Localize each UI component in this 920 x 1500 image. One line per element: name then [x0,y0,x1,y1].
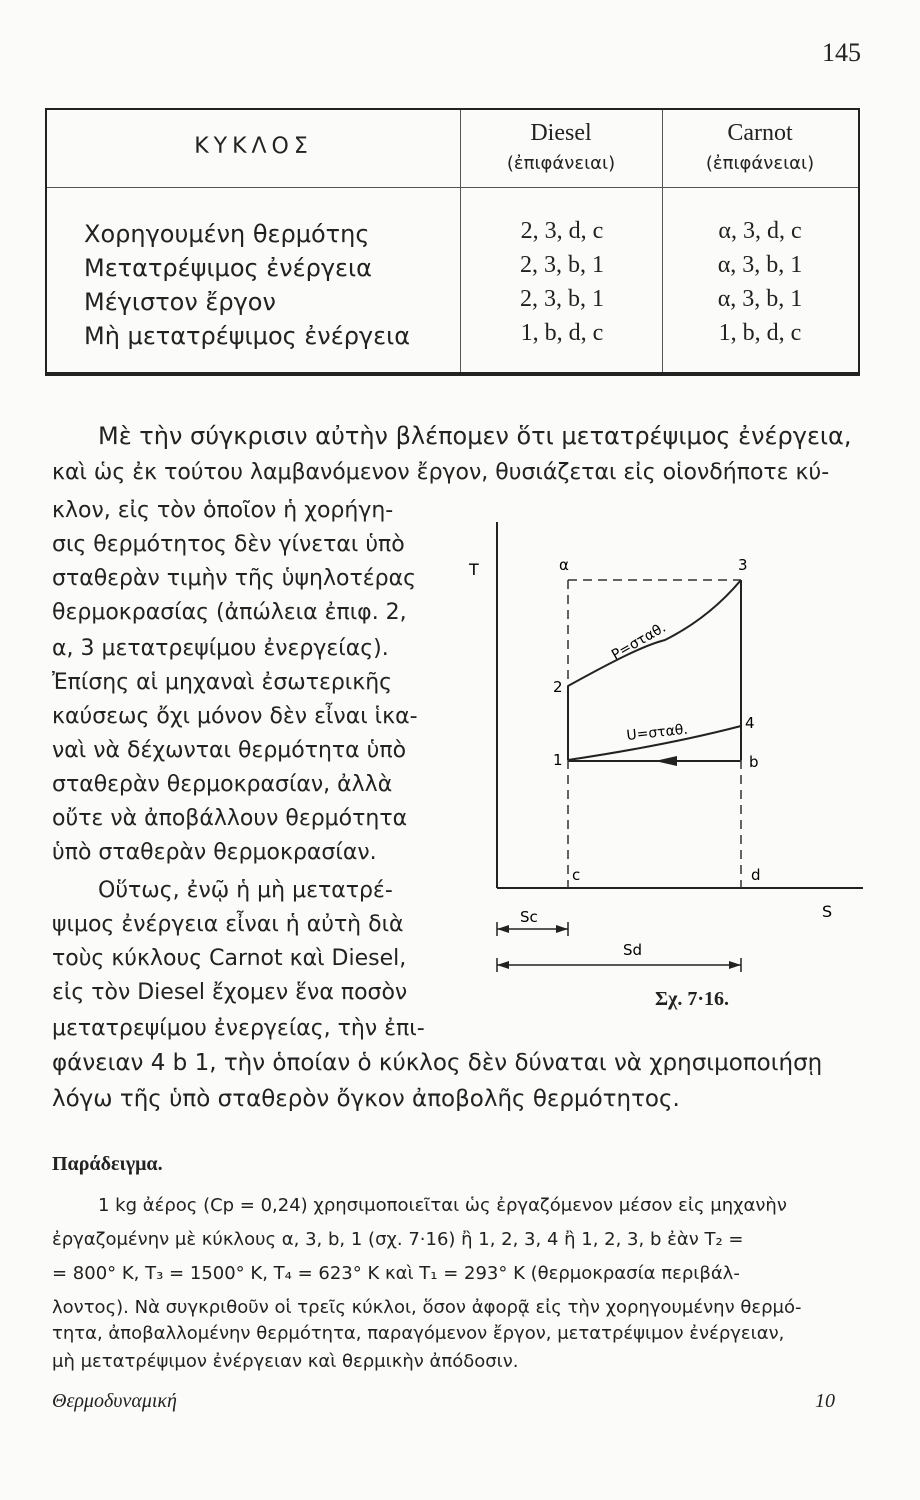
arrow-right-icon [556,925,568,933]
footer-book-title: Θερμοδυναμική [52,1390,177,1412]
header-carnot-name: Carnot [727,120,793,146]
header-carnot [662,120,858,174]
cell-carnot: α, 3, b, 1 [717,286,803,312]
example-line: λοντος). Νὰ συγκριθοῦν οἱ τρεῖς κύκλοι, ὅσον ἀφορᾷ εἰς τὴν χορηγουμένην θερμό- [52,1297,802,1318]
ts-diagram [455,510,865,1030]
label-b: b [749,753,759,771]
body-line: ναὶ νὰ δέχωνται θερμότητα ὑπὸ [52,738,407,763]
body-line: κλον, εἰς τὸν ὁποῖον ἡ χορήγη- [52,498,394,523]
body-line: λόγω τῆς ὑπὸ σταθερὸν ὄγκον ἀποβολῆς θερμότητος. [52,1086,680,1112]
row-label: Μέγιστον ἔργον [84,288,276,316]
header-diesel [460,120,662,174]
example-line: = 800° K, T₃ = 1500° K, T₄ = 623° K καὶ T₁ = 293° K (θερμοκρασία περιβάλ- [52,1263,740,1284]
page-number: 145 [822,38,861,67]
body-line: οὔτε νὰ ἀποβάλλουν θερμότητα [52,806,408,831]
label-constant-pressure: P=σταθ. [609,619,669,664]
body-line: Οὕτως, ἐνῷ ἡ μὴ μετατρέ- [98,878,393,903]
cell-diesel: 1, b, d, c [520,320,604,346]
body-line: θερμοκρασίας (ἀπώλεια ἐπιφ. 2, [52,600,407,625]
example-title: Παράδειγμα. [52,1153,163,1175]
example-line: μὴ μετατρέψιμον ἐνέργειαν καὶ θερμικὴν ἀπόδοσιν. [52,1351,519,1372]
s-axis-label: S [822,902,833,921]
body-line: τοὺς κύκλους Carnot καὶ Diesel, [52,946,407,971]
figure-caption: Σχ. 7·16. [655,988,729,1010]
cell-diesel: 2, 3, b, 1 [520,286,604,312]
row-label: Χορηγουμένη θερμότης [84,220,370,248]
label-point-4: 4 [745,714,755,732]
example-line: ἐργαζομένην μὲ κύκλους α, 3, b, 1 (σχ. 7·16) ἢ 1, 2, 3, 4 ἢ 1, 2, 3, b ἐὰν T₂ = [52,1229,744,1250]
cell-carnot: α, 3, d, c [718,218,802,244]
body-line: φάνειαν 4 b 1, τὴν ὁποίαν ὁ κύκλος δὲν δύναται νὰ χρησιμοποιήσῃ [52,1050,823,1076]
cell-diesel: 2, 3, d, c [520,218,604,244]
label-sc: Sc [520,908,538,926]
label-point-2: 2 [553,678,563,696]
body-line: σταθερὰν θερμοκρασίαν, ἀλλὰ [52,772,393,797]
body-line: καὶ ὡς ἐκ τούτου λαμβανόμενον ἔργον, θυσιάζεται εἰς οἱονδήποτε κύ- [52,460,830,485]
header-diesel-sub: (ἐπιφάνειαι) [506,153,616,174]
body-line: Μὲ τὴν σύγκρισιν αὐτὴν βλέπομεν ὅτι μετατρέψιμος ἐνέργεια, [98,422,852,450]
body-line: ψιμος ἐνέργεια εἶναι ἡ αὐτὴ διὰ [52,912,404,937]
body-line: σταθερὰν τιμὴν τῆς ὑψηλοτέρας [52,566,416,591]
body-line: α, 3 μετατρεψίμου ἐνεργείας). [52,636,389,661]
cell-carnot: α, 3, b, 1 [717,252,803,278]
body-line: καύσεως ὄχι μόνον δὲν εἶναι ἱκα- [52,704,418,729]
label-alpha: α [559,556,569,574]
body-line: μετατρεψίμου ἐνεργείας, τὴν ἐπι- [52,1016,425,1041]
label-point-3: 3 [738,556,748,574]
label-c: c [572,866,581,884]
example-line: 1 kg ἀέρος (Cp = 0,24) χρησιμοποιεῖται ὡς ἐργαζόμενον μέσον εἰς μηχανὴν [98,1195,787,1216]
example-line: τητα, ἀποβαλλομένην θερμότητα, παραγόμενον ἔργον, μετατρέψιμον ἐνέργειαν, [52,1323,785,1344]
header-carnot-sub: (ἐπιφάνειαι) [705,153,815,174]
label-constant-volume: U=σταθ. [625,721,689,744]
label-d: d [751,866,761,884]
cell-diesel: 2, 3, b, 1 [520,252,604,278]
cell-carnot: 1, b, d, c [718,320,802,346]
label-point-1: 1 [553,751,563,769]
arrow-left-icon [497,925,509,933]
row-label: Μετατρέψιμος ἐνέργεια [84,254,372,282]
arrow-right-icon [729,961,741,969]
t-axis-label: T [469,560,479,579]
body-line: Ἐπίσης αἱ μηχαναὶ ἐσωτερικῆς [52,670,393,695]
body-line: ὑπὸ σταθερὰν θερμοκρασίαν. [52,840,377,865]
row-label: Μὴ μετατρέψιμος ἐνέργεια [84,322,411,350]
comparison-table [45,108,860,376]
header-diesel-name: Diesel [530,120,592,146]
body-line: εἰς τὸν Diesel ἔχομεν ἕνα ποσὸν [52,980,408,1005]
body-line: σις θερμότητος δὲν γίνεται ὑπὸ [52,532,405,557]
header-cycle: ΚΥΚΛΟΣ [194,134,313,159]
header-divider [47,187,858,188]
label-sd: Sd [623,941,643,959]
arrow-left-icon [655,756,677,766]
footer-signature: 10 [815,1390,835,1412]
arrow-left-icon [497,961,509,969]
